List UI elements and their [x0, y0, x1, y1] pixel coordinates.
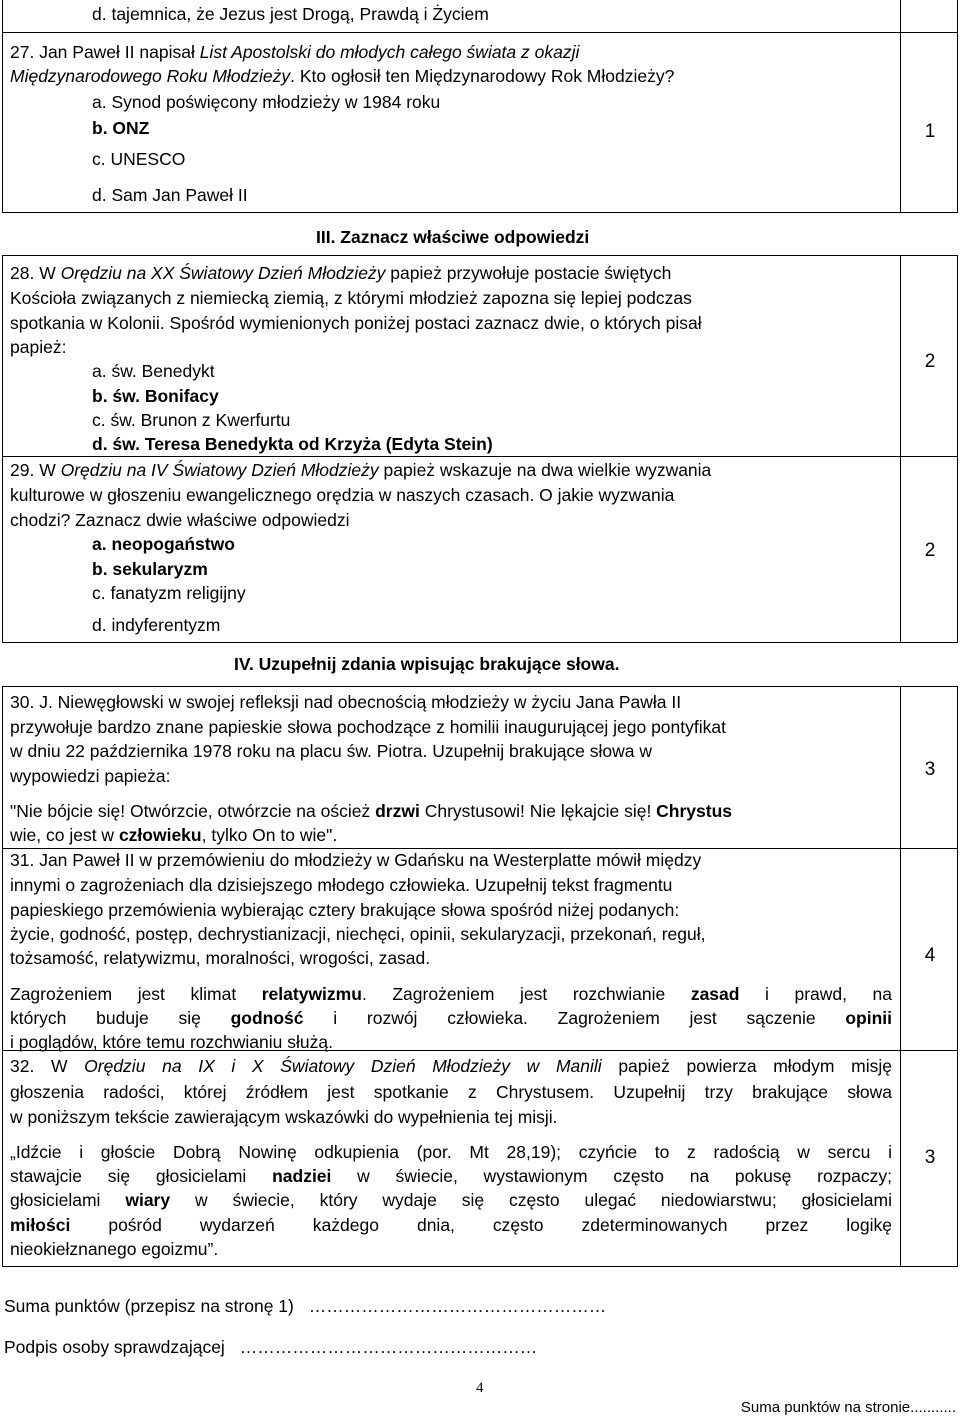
q32-passage-line4	[10, 1217, 892, 1235]
q32-question-line2: głoszenia radości, której źródłem jest spotkanie z Chrystusem. Uzupełnij trzy brakujące słowa	[10, 1082, 892, 1102]
q27-title: Międzynarodowego Roku Młodzieży	[10, 66, 291, 86]
q32-passage-text: głosicielami	[10, 1190, 126, 1210]
q28-option-a: a. św. Benedykt	[92, 361, 215, 381]
q27-option-a: a. Synod poświęcony młodzieży w 1984 roku	[92, 92, 441, 112]
q30-question-line1: 30. J. Niewęgłowski w swojej refleksji nad obecnością młodzieży w życiu Jana Pawła II	[10, 692, 682, 712]
q26-option-d: d. tajemnica, że Jezus jest Drogą, Prawdą i Życiem	[92, 4, 489, 24]
q29-option-c: c. fanatyzm religijny	[92, 583, 246, 603]
q32-points: 3	[924, 1147, 936, 1168]
q32-answer-3: miłości	[10, 1215, 71, 1235]
q32-passage-line5: nieokiełznanego egoizmu”.	[10, 1239, 219, 1259]
table-border	[2, 32, 958, 33]
q27-option-b: b. ONZ	[92, 118, 150, 138]
table-border	[2, 1266, 958, 1267]
checker-signature-blank[interactable]: ……………………………………………	[239, 1337, 538, 1357]
q32-title: Orędziu na IX i X Światowy Dzień Młodzieży w Manili	[84, 1056, 602, 1076]
q31-answer-1: relatywizmu	[261, 984, 362, 1004]
q28-option-c: c. św. Brunon z Kwerfurtu	[92, 410, 291, 430]
checker-signature-text: Podpis osoby sprawdzającej	[4, 1337, 225, 1357]
q31-answer-text: i prawd, na	[739, 984, 893, 1004]
q31-points: 4	[924, 945, 936, 966]
q32-answer-2: wiary	[125, 1190, 171, 1210]
q32-question-line1	[10, 1058, 892, 1076]
q32-answer-1: nadziei	[272, 1166, 332, 1186]
q31-question-line2: innymi o zagrożeniach dla dzisiejszego młodego człowieka. Uzupełnij tekst fragmentu	[10, 875, 673, 895]
table-border	[2, 848, 958, 849]
q27-points: 1	[924, 121, 936, 142]
q28-title: Orędziu na XX Światowy Dzień Młodzieży	[60, 263, 386, 283]
q32-question-line3: w poniższym tekście zawierającym wskazówki do wypełnienia tej misji.	[10, 1107, 558, 1127]
q28-option-b: b. św. Bonifacy	[92, 386, 219, 406]
page-points-sum: Suma punktów na stronie...........	[740, 1399, 956, 1416]
q28-question-line4: papież:	[10, 337, 67, 357]
table-border	[2, 255, 3, 642]
q29-question-line2: kulturowe w głoszeniu ewangelicznego orędzia w naszych czasach. O jakie wyzwania	[10, 485, 675, 505]
q31-question-line3: papieskiego przemówienia wybierając cztery brakujące słowa spośród niżej podanych:	[10, 900, 680, 920]
q28-question	[10, 265, 671, 283]
q31-answer-line1	[10, 986, 892, 1004]
q30-quote-line2	[10, 827, 337, 845]
table-border	[957, 0, 958, 212]
q30-quote-text: , tylko On to wie".	[201, 825, 338, 845]
q27-text: 27. Jan Paweł II napisał	[10, 42, 200, 62]
section-4-heading: IV. Uzupełnij zdania wpisując brakujące słowa.	[234, 654, 620, 674]
q32-passage-line2	[10, 1168, 892, 1186]
q29-text: 29. W	[10, 460, 61, 480]
q31-answer-3: godność	[230, 1008, 304, 1028]
q29-option-a: a. neopogaństwo	[92, 534, 235, 554]
q27-question-line2	[10, 68, 674, 86]
q31-answer-text: których buduje się	[10, 1008, 231, 1028]
table-border	[2, 0, 3, 212]
q32-passage-text: pośród wydarzeń każdego dnia, często zdeterminowanych przez logikę	[70, 1215, 892, 1235]
table-border	[2, 642, 958, 643]
table-border	[2, 686, 958, 687]
q29-option-b: b. sekularyzm	[92, 559, 208, 579]
table-border	[2, 456, 958, 457]
table-border	[957, 255, 958, 642]
q29-text: papież wskazuje na dwa wielkie wyzwania	[378, 460, 712, 480]
q31-answer-text: . Zagrożeniem jest rozchwianie	[361, 984, 691, 1004]
q31-question-line5: tożsamość, relatywizmu, moralności, wrogości, zasad.	[10, 948, 431, 968]
q27-option-d: d. Sam Jan Paweł II	[92, 185, 248, 205]
table-border	[900, 686, 901, 1266]
q32-text: papież powierza młodym misję	[601, 1056, 892, 1076]
section-3-heading: III. Zaznacz właściwe odpowiedzi	[316, 227, 590, 247]
points-sum-blank[interactable]: ……………………………………………	[308, 1296, 607, 1316]
table-border	[2, 255, 958, 256]
q32-passage-text: w świecie, wystawionym często na pokusę rozpaczy;	[331, 1166, 892, 1186]
q32-passage-text: stawajcie się głosicielami	[10, 1166, 273, 1186]
q27-text: . Kto ogłosił ten Międzynarodowy Rok Młodzieży?	[290, 66, 675, 86]
q31-answer-text: i rozwój człowieka. Zagrożeniem jest sączenie	[303, 1008, 846, 1028]
checker-signature-label	[4, 1339, 537, 1357]
page-number: 4	[476, 1380, 484, 1396]
q27-option-c: c. UNESCO	[92, 149, 186, 169]
table-border	[900, 255, 901, 642]
q30-quote-text: "Nie bójcie się! Otwórzcie, otwórzcie na oścież	[10, 801, 376, 821]
q32-text: 32. W	[10, 1056, 85, 1076]
q29-option-d: d. indyferentyzm	[92, 615, 221, 635]
q29-points: 2	[924, 540, 936, 561]
q28-option-d: d. św. Teresa Benedykta od Krzyża (Edyta Stein)	[92, 434, 493, 454]
points-sum-label	[4, 1298, 606, 1316]
q31-answer-4: opinii	[845, 1008, 892, 1028]
q31-answer-line3: i poglądów, które temu rozchwianiu służą.	[10, 1032, 333, 1052]
q31-answer-line2	[10, 1010, 892, 1028]
q32-passage-text: w świecie, który wydaje się często ulegać niedowiarstwu; głosicielami	[170, 1190, 893, 1210]
table-border	[2, 686, 3, 1266]
q28-question-line2: Kościoła związanych z niemiecką ziemią, z którymi młodzież zapozna się lepiej podczas	[10, 288, 692, 308]
q32-passage-line3	[10, 1192, 892, 1210]
q30-question-line4: wypowiedzi papieża:	[10, 766, 171, 786]
q30-answer-3: człowieku	[118, 825, 202, 845]
q31-question-line1: 31. Jan Paweł II w przemówieniu do młodzieży w Gdańsku na Westerplatte mówił między	[10, 850, 702, 870]
q32-passage-line1: „Idźcie i głoście Dobrą Nowinę odkupienia (por. Mt 28,19); czyńcie to z radością w sercu i	[10, 1142, 892, 1162]
q31-answer-text: Zagrożeniem jest klimat	[10, 984, 262, 1004]
q30-question-line2: przywołuje bardzo znane papieskie słowa pochodzące z homilii inaugurującej jego pontyfikat	[10, 717, 726, 737]
q30-quote-line1	[10, 803, 732, 821]
q30-answer-1: drzwi	[375, 801, 420, 821]
q30-quote-text: wie, co jest w	[10, 825, 119, 845]
q30-quote-text: Chrystusowi! Nie lękajcie się!	[419, 801, 657, 821]
q28-question-line3: spotkania w Kolonii. Spośród wymienionych poniżej postaci zaznacz dwie, o których pisał	[10, 313, 702, 333]
q29-question-line3: chodzi? Zaznacz dwie właściwe odpowiedzi	[10, 510, 350, 530]
q28-text: papież przywołuje postacie świętych	[385, 263, 672, 283]
q31-question-line4: życie, godność, postęp, dechrystianizacji, niechęci, opinii, sekularyzacji, przekonań, reguł,	[10, 924, 706, 944]
q31-answer-2: zasad	[690, 984, 740, 1004]
points-sum-text: Suma punktów (przepisz na stronę 1)	[4, 1296, 294, 1316]
q27-question	[10, 44, 579, 62]
table-border	[2, 212, 958, 213]
table-border	[900, 0, 901, 212]
q29-question	[10, 462, 711, 480]
q29-title: Orędziu na IV Światowy Dzień Młodzieży	[60, 460, 379, 480]
q30-points: 3	[924, 759, 936, 780]
q28-points: 2	[924, 351, 936, 372]
q28-text: 28. W	[10, 263, 61, 283]
q30-question-line3: w dniu 22 października 1978 roku na placu św. Piotra. Uzupełnij brakujące słowa w	[10, 741, 653, 761]
q27-title: List Apostolski do młodych całego świata z okazji	[199, 42, 580, 62]
q30-answer-2: Chrystus	[656, 801, 733, 821]
